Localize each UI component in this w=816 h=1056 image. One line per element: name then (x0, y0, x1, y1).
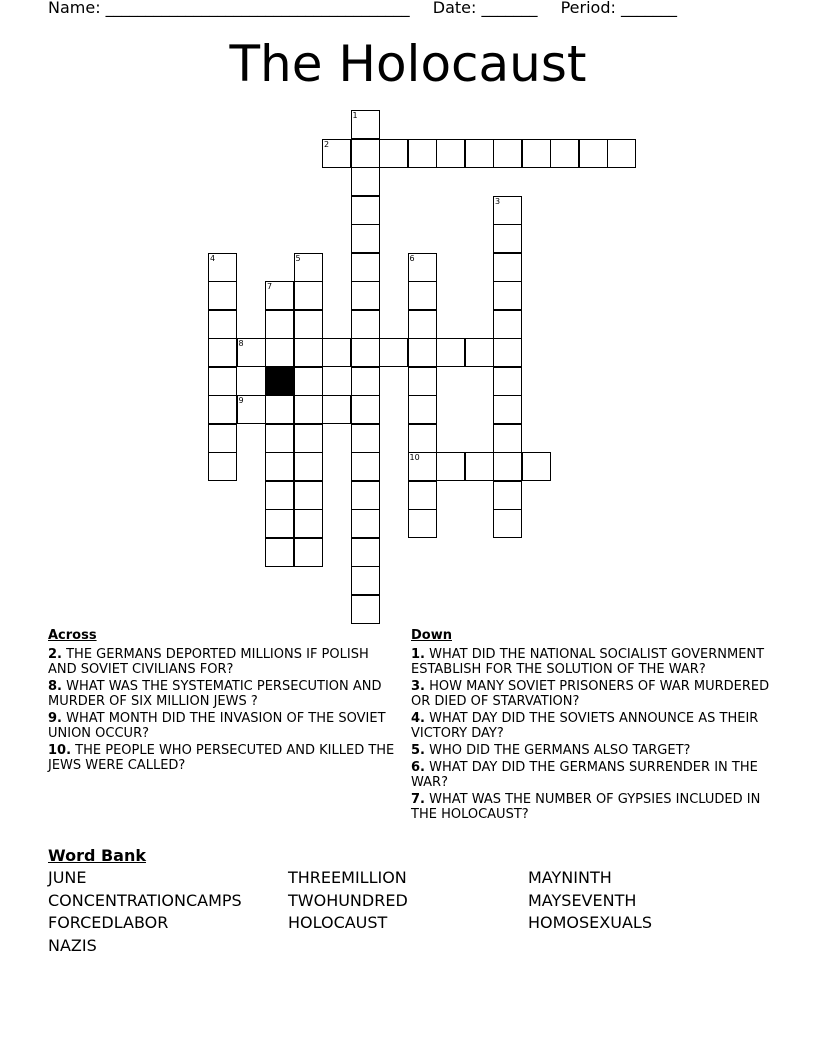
crossword-cell[interactable] (436, 139, 465, 168)
clue-number: 8 (238, 339, 244, 348)
crossword-cell[interactable] (265, 310, 294, 339)
crossword-cell[interactable] (208, 424, 237, 453)
across-heading: Across (48, 628, 97, 643)
down-clue (411, 711, 771, 741)
crossword-cell[interactable] (493, 196, 522, 225)
clue-text: WHAT DAY DID THE SOVIETS ANNOUNCE AS THEIR VICTORY DAY? (411, 711, 759, 741)
word-bank-item: FORCEDLABOR (48, 913, 169, 932)
crossword-cell[interactable] (493, 481, 522, 510)
word-bank-item: MAYSEVENTH (528, 890, 637, 910)
crossword-cell[interactable] (493, 224, 522, 253)
crossword-cell[interactable] (493, 367, 522, 396)
crossword-cell[interactable] (408, 281, 437, 310)
word-bank-item: HOMOSEXUALS (528, 913, 652, 932)
crossword-cell[interactable] (493, 139, 522, 168)
crossword-cell[interactable] (579, 139, 608, 168)
clue-number-label: 9. (48, 711, 62, 726)
clue-number: 9 (238, 396, 244, 405)
crossword-cell[interactable] (351, 253, 380, 282)
down-clue (411, 792, 771, 822)
clue-number-label: 8. (48, 679, 62, 694)
crossword-cell[interactable] (379, 338, 408, 367)
crossword-cell[interactable] (294, 367, 323, 396)
crossword-cell[interactable] (408, 310, 437, 339)
crossword-cell[interactable] (379, 139, 408, 168)
crossword-cell[interactable] (322, 395, 351, 424)
crossword-cell[interactable] (408, 509, 437, 538)
clue-number-label: 3. (411, 679, 425, 694)
crossword-cell[interactable] (351, 395, 380, 424)
crossword-cell[interactable] (237, 395, 266, 424)
crossword-cell[interactable] (493, 253, 522, 282)
crossword-cell[interactable] (294, 481, 323, 510)
across-clues (48, 628, 400, 775)
crossword-cell[interactable] (408, 395, 437, 424)
down-clue (411, 647, 771, 677)
clue-number: 4 (210, 253, 216, 263)
crossword-cell[interactable] (436, 452, 465, 481)
word-bank-item: JUNE (48, 868, 87, 887)
crossword-cell[interactable] (351, 139, 380, 168)
crossword-cell[interactable] (465, 452, 494, 481)
across-clue (48, 743, 400, 773)
date-field[interactable]: Date: _______ (432, 0, 538, 17)
crossword-cell[interactable] (351, 196, 380, 225)
clue-number-label: 4. (411, 711, 425, 726)
across-clue (48, 647, 400, 677)
crossword-cell[interactable] (408, 452, 437, 481)
period-field[interactable]: Period: _______ (560, 0, 677, 17)
down-clue (411, 679, 771, 709)
clue-number-label: 6. (411, 760, 425, 775)
crossword-cell[interactable] (408, 338, 437, 367)
crossword-cell[interactable] (208, 395, 237, 424)
across-clue (48, 711, 400, 741)
down-heading: Down (411, 628, 452, 643)
clue-number: 5 (295, 253, 301, 263)
crossword-cell[interactable] (351, 367, 380, 396)
crossword-cell[interactable] (208, 367, 237, 396)
page-title: The Holocaust (229, 35, 587, 93)
crossword-cell[interactable] (294, 281, 323, 310)
crossword-cell[interactable] (408, 424, 437, 453)
across-clue (48, 679, 400, 709)
crossword-cell[interactable] (522, 139, 551, 168)
clue-text: HOW MANY SOVIET PRISONERS OF WAR MURDERED OR DIED OF STARVATION? (411, 679, 770, 709)
clue-number: 6 (409, 253, 415, 263)
crossword-cell[interactable] (465, 338, 494, 367)
clue-number: 2 (324, 139, 330, 149)
word-bank-item: TWOHUNDRED (288, 890, 408, 910)
crossword-cell[interactable] (294, 338, 323, 367)
clue-text: WHAT WAS THE SYSTEMATIC PERSECUTION AND MURDER OF SIX MILLION JEWS ? (48, 679, 382, 709)
crossword-cell[interactable] (550, 139, 579, 168)
clue-number: 7 (267, 282, 273, 291)
word-bank-item: CONCENTRATIONCAMPS (48, 890, 242, 910)
clue-number-label: 7. (411, 792, 425, 807)
crossword-cell[interactable] (294, 253, 323, 282)
word-bank-title: Word Bank (48, 846, 147, 865)
crossword-cell[interactable] (436, 338, 465, 367)
crossword-cell[interactable] (408, 253, 437, 282)
student-info-header (48, 0, 677, 17)
clue-number-label: 1. (411, 647, 425, 662)
crossword-cell[interactable] (493, 452, 522, 481)
crossword-cell[interactable] (294, 509, 323, 538)
crossword-cell[interactable] (265, 281, 294, 310)
crossword-cell[interactable] (408, 139, 437, 168)
crossword-cell[interactable] (294, 538, 323, 567)
clue-text: WHAT WAS THE NUMBER OF GYPSIES INCLUDED IN THE HOLOCAUST? (411, 792, 761, 822)
crossword-cell[interactable] (351, 338, 380, 367)
crossword-cell[interactable] (351, 509, 380, 538)
crossword-cell[interactable] (208, 338, 237, 367)
word-bank-item: MAYNINTH (528, 868, 612, 887)
crossword-cell[interactable] (265, 509, 294, 538)
crossword-cell[interactable] (294, 310, 323, 339)
clue-number: 1 (352, 111, 358, 120)
word-bank-item: NAZIS (48, 935, 97, 955)
crossword-cell[interactable] (294, 452, 323, 481)
crossword-cell[interactable] (322, 139, 351, 168)
crossword-cell[interactable] (522, 452, 551, 481)
clue-text: WHO DID THE GERMANS ALSO TARGET? (424, 743, 691, 758)
crossword-cell[interactable] (408, 481, 437, 510)
clue-number-label: 10. (48, 743, 72, 758)
crossword-cell[interactable] (493, 509, 522, 538)
crossword-cell[interactable] (265, 452, 294, 481)
crossword-cell[interactable] (294, 424, 323, 453)
crossword-cell[interactable] (408, 367, 437, 396)
clue-text: WHAT DID THE NATIONAL SOCIALIST GOVERNMENT ESTABLISH FOR THE SOLUTION OF THE WAR? (411, 647, 765, 677)
crossword-cell[interactable] (351, 566, 380, 595)
crossword-cell[interactable] (208, 310, 237, 339)
crossword-cell[interactable] (265, 538, 294, 567)
word-bank-item: THREEMILLION (288, 868, 407, 887)
crossword-cell[interactable] (265, 338, 294, 367)
name-field[interactable]: Name: ______________________________________ (48, 0, 410, 17)
crossword-cell[interactable] (237, 338, 266, 367)
clue-text: THE GERMANS DEPORTED MILLIONS IF POLISH AND SOVIET CIVILIANS FOR? (48, 647, 369, 677)
crossword-cell[interactable] (351, 538, 380, 567)
clue-number-label: 5. (411, 743, 425, 758)
crossword-cell[interactable] (208, 281, 237, 310)
crossword-cell[interactable] (351, 281, 380, 310)
crossword-cell[interactable] (493, 281, 522, 310)
crossword-cell[interactable] (265, 395, 294, 424)
clue-text: THE PEOPLE WHO PERSECUTED AND KILLED THE JEWS WERE CALLED? (48, 743, 395, 773)
crossword-cell[interactable] (351, 224, 380, 253)
word-bank-item: HOLOCAUST (288, 913, 388, 932)
clue-number: 10 (409, 453, 420, 462)
clue-text: WHAT MONTH DID THE INVASION OF THE SOVIET UNION OCCUR? (48, 711, 386, 741)
crossword-cell[interactable] (351, 167, 380, 196)
blocked-cell (265, 367, 294, 396)
crossword-cell[interactable] (294, 395, 323, 424)
crossword-cell[interactable] (465, 139, 494, 168)
crossword-cell[interactable] (493, 338, 522, 367)
down-clue (411, 743, 771, 758)
clue-text: WHAT DAY DID THE GERMANS SURRENDER IN THE WAR? (411, 760, 758, 790)
crossword-cell[interactable] (607, 139, 636, 168)
crossword-cell[interactable] (208, 452, 237, 481)
down-clues (411, 628, 771, 824)
crossword-cell[interactable] (322, 338, 351, 367)
down-clue (411, 760, 771, 790)
crossword-cell[interactable] (265, 481, 294, 510)
crossword-cell[interactable] (351, 424, 380, 453)
crossword-cell[interactable] (493, 395, 522, 424)
crossword-cell[interactable] (493, 424, 522, 453)
crossword-cell[interactable] (493, 310, 522, 339)
clue-number-label: 2. (48, 647, 62, 662)
crossword-cell[interactable] (265, 424, 294, 453)
crossword-cell[interactable] (351, 110, 380, 139)
crossword-cell[interactable] (351, 481, 380, 510)
crossword-cell[interactable] (351, 310, 380, 339)
crossword-cell[interactable] (208, 253, 237, 282)
crossword-cell[interactable] (351, 595, 380, 624)
crossword-cell[interactable] (351, 452, 380, 481)
clue-number: 3 (495, 196, 501, 206)
